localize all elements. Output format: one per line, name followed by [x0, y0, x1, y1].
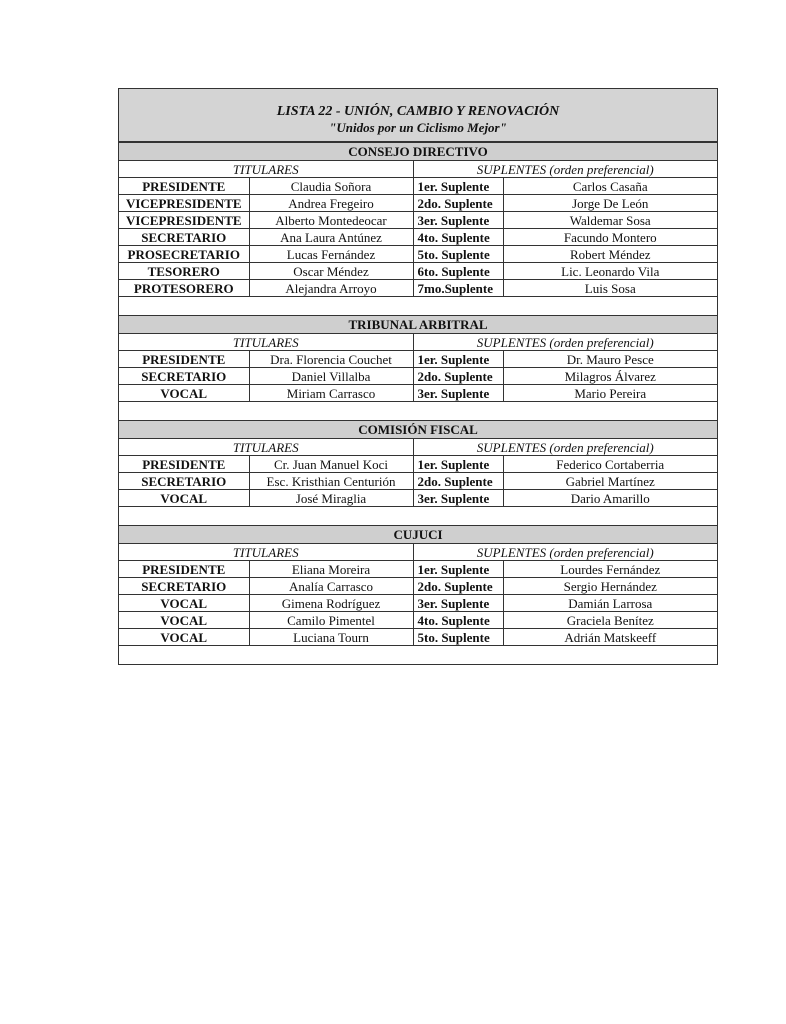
role-cell: SECRETARIO	[119, 473, 249, 490]
suplente-order-cell: 3er. Suplente	[413, 490, 503, 507]
role-cell: PRESIDENTE	[119, 456, 249, 473]
suplente-name-cell: Graciela Benítez	[503, 612, 717, 629]
titulares-label: TITULARES	[119, 334, 413, 351]
section-title: CONSEJO DIRECTIVO	[119, 143, 717, 161]
suplente-name-cell: Robert Méndez	[503, 246, 717, 263]
list-subtitle: "Unidos por un Ciclismo Mejor"	[329, 120, 507, 135]
titular-name-cell: Miriam Carrasco	[249, 385, 413, 402]
spacer-row	[119, 297, 717, 316]
section-title: TRIBUNAL ARBITRAL	[119, 316, 717, 334]
suplente-order-cell: 3er. Suplente	[413, 385, 503, 402]
table-row	[119, 178, 717, 195]
spacer-row	[119, 507, 717, 526]
table-row	[119, 368, 717, 385]
titular-name-cell: Oscar Méndez	[249, 263, 413, 280]
role-cell: SECRETARIO	[119, 368, 249, 385]
table-row	[119, 263, 717, 280]
role-cell: PROTESORERO	[119, 280, 249, 297]
suplente-order-cell: 2do. Suplente	[413, 473, 503, 490]
suplente-name-cell: Damián Larrosa	[503, 595, 717, 612]
table-row	[119, 561, 717, 578]
role-cell: VOCAL	[119, 385, 249, 402]
suplente-order-cell: 3er. Suplente	[413, 212, 503, 229]
list-title: LISTA 22 - UNIÓN, CAMBIO Y RENOVACIÓN	[276, 104, 560, 119]
suplente-order-cell: 2do. Suplente	[413, 578, 503, 595]
suplente-name-cell: Facundo Montero	[503, 229, 717, 246]
role-cell: PRESIDENTE	[119, 561, 249, 578]
section-header	[119, 316, 717, 334]
titular-name-cell: Alejandra Arroyo	[249, 280, 413, 297]
table-row	[119, 280, 717, 297]
candidates-table	[119, 142, 717, 665]
titular-name-cell: Camilo Pimentel	[249, 612, 413, 629]
suplente-name-cell: Carlos Casaña	[503, 178, 717, 195]
role-cell: VOCAL	[119, 612, 249, 629]
role-cell: PRESIDENTE	[119, 178, 249, 195]
table-row	[119, 212, 717, 229]
table-row	[119, 456, 717, 473]
suplente-order-cell: 5to. Suplente	[413, 629, 503, 646]
spacer-row	[119, 646, 717, 665]
spacer-row	[119, 402, 717, 421]
role-cell: TESORERO	[119, 263, 249, 280]
titular-name-cell: Dra. Florencia Couchet	[249, 351, 413, 368]
titular-name-cell: Cr. Juan Manuel Koci	[249, 456, 413, 473]
suplente-name-cell: Adrián Matskeeff	[503, 629, 717, 646]
suplente-name-cell: Gabriel Martínez	[503, 473, 717, 490]
suplente-name-cell: Dario Amarillo	[503, 490, 717, 507]
table-row	[119, 578, 717, 595]
table-row	[119, 612, 717, 629]
suplente-order-cell: 4to. Suplente	[413, 229, 503, 246]
spacer-cell	[119, 402, 717, 421]
table-row	[119, 246, 717, 263]
titular-name-cell: Gimena Rodríguez	[249, 595, 413, 612]
section-subheader	[119, 544, 717, 561]
section-subheader	[119, 439, 717, 456]
titular-name-cell: Andrea Fregeiro	[249, 195, 413, 212]
table-row	[119, 229, 717, 246]
suplentes-label: SUPLENTES (orden preferencial)	[413, 161, 717, 178]
table-row	[119, 351, 717, 368]
titulares-label: TITULARES	[119, 544, 413, 561]
section-header	[119, 526, 717, 544]
suplente-order-cell: 6to. Suplente	[413, 263, 503, 280]
suplente-order-cell: 1er. Suplente	[413, 561, 503, 578]
section-subheader	[119, 334, 717, 351]
suplente-order-cell: 1er. Suplente	[413, 351, 503, 368]
spacer-cell	[119, 646, 717, 665]
section-header	[119, 421, 717, 439]
table-row	[119, 595, 717, 612]
suplente-name-cell: Sergio Hernández	[503, 578, 717, 595]
titular-name-cell: Alberto Montedeocar	[249, 212, 413, 229]
suplente-order-cell: 1er. Suplente	[413, 456, 503, 473]
suplente-order-cell: 2do. Suplente	[413, 195, 503, 212]
suplente-order-cell: 4to. Suplente	[413, 612, 503, 629]
section-title: CUJUCI	[119, 526, 717, 544]
table-row	[119, 629, 717, 646]
suplente-order-cell: 5to. Suplente	[413, 246, 503, 263]
suplentes-label: SUPLENTES (orden preferencial)	[413, 439, 717, 456]
spacer-cell	[119, 297, 717, 316]
role-cell: VICEPRESIDENTE	[119, 212, 249, 229]
suplente-name-cell: Lourdes Fernández	[503, 561, 717, 578]
role-cell: VICEPRESIDENTE	[119, 195, 249, 212]
candidate-list-sheet	[118, 88, 718, 665]
suplente-name-cell: Federico Cortaberria	[503, 456, 717, 473]
suplente-name-cell: Dr. Mauro Pesce	[503, 351, 717, 368]
suplente-name-cell: Luis Sosa	[503, 280, 717, 297]
role-cell: PROSECRETARIO	[119, 246, 249, 263]
role-cell: SECRETARIO	[119, 229, 249, 246]
role-cell: VOCAL	[119, 629, 249, 646]
suplente-order-cell: 7mo.Suplente	[413, 280, 503, 297]
titular-name-cell: Analía Carrasco	[249, 578, 413, 595]
spacer-cell	[119, 507, 717, 526]
list-header	[119, 89, 717, 142]
titular-name-cell: José Miraglia	[249, 490, 413, 507]
section-header	[119, 143, 717, 161]
table-row	[119, 385, 717, 402]
suplente-order-cell: 3er. Suplente	[413, 595, 503, 612]
role-cell: VOCAL	[119, 490, 249, 507]
table-row	[119, 473, 717, 490]
suplente-name-cell: Milagros Álvarez	[503, 368, 717, 385]
role-cell: VOCAL	[119, 595, 249, 612]
titular-name-cell: Daniel Villalba	[249, 368, 413, 385]
suplentes-label: SUPLENTES (orden preferencial)	[413, 544, 717, 561]
suplente-order-cell: 1er. Suplente	[413, 178, 503, 195]
suplentes-label: SUPLENTES (orden preferencial)	[413, 334, 717, 351]
titular-name-cell: Luciana Tourn	[249, 629, 413, 646]
suplente-name-cell: Waldemar Sosa	[503, 212, 717, 229]
section-title: COMISIÓN FISCAL	[119, 421, 717, 439]
role-cell: SECRETARIO	[119, 578, 249, 595]
section-subheader	[119, 161, 717, 178]
table-row	[119, 490, 717, 507]
titular-name-cell: Eliana Moreira	[249, 561, 413, 578]
titular-name-cell: Ana Laura Antúnez	[249, 229, 413, 246]
suplente-name-cell: Lic. Leonardo Vila	[503, 263, 717, 280]
titular-name-cell: Esc. Kristhian Centurión	[249, 473, 413, 490]
table-row	[119, 195, 717, 212]
titular-name-cell: Claudia Soñora	[249, 178, 413, 195]
suplente-order-cell: 2do. Suplente	[413, 368, 503, 385]
suplente-name-cell: Mario Pereira	[503, 385, 717, 402]
role-cell: PRESIDENTE	[119, 351, 249, 368]
titulares-label: TITULARES	[119, 439, 413, 456]
titular-name-cell: Lucas Fernández	[249, 246, 413, 263]
suplente-name-cell: Jorge De León	[503, 195, 717, 212]
titulares-label: TITULARES	[119, 161, 413, 178]
